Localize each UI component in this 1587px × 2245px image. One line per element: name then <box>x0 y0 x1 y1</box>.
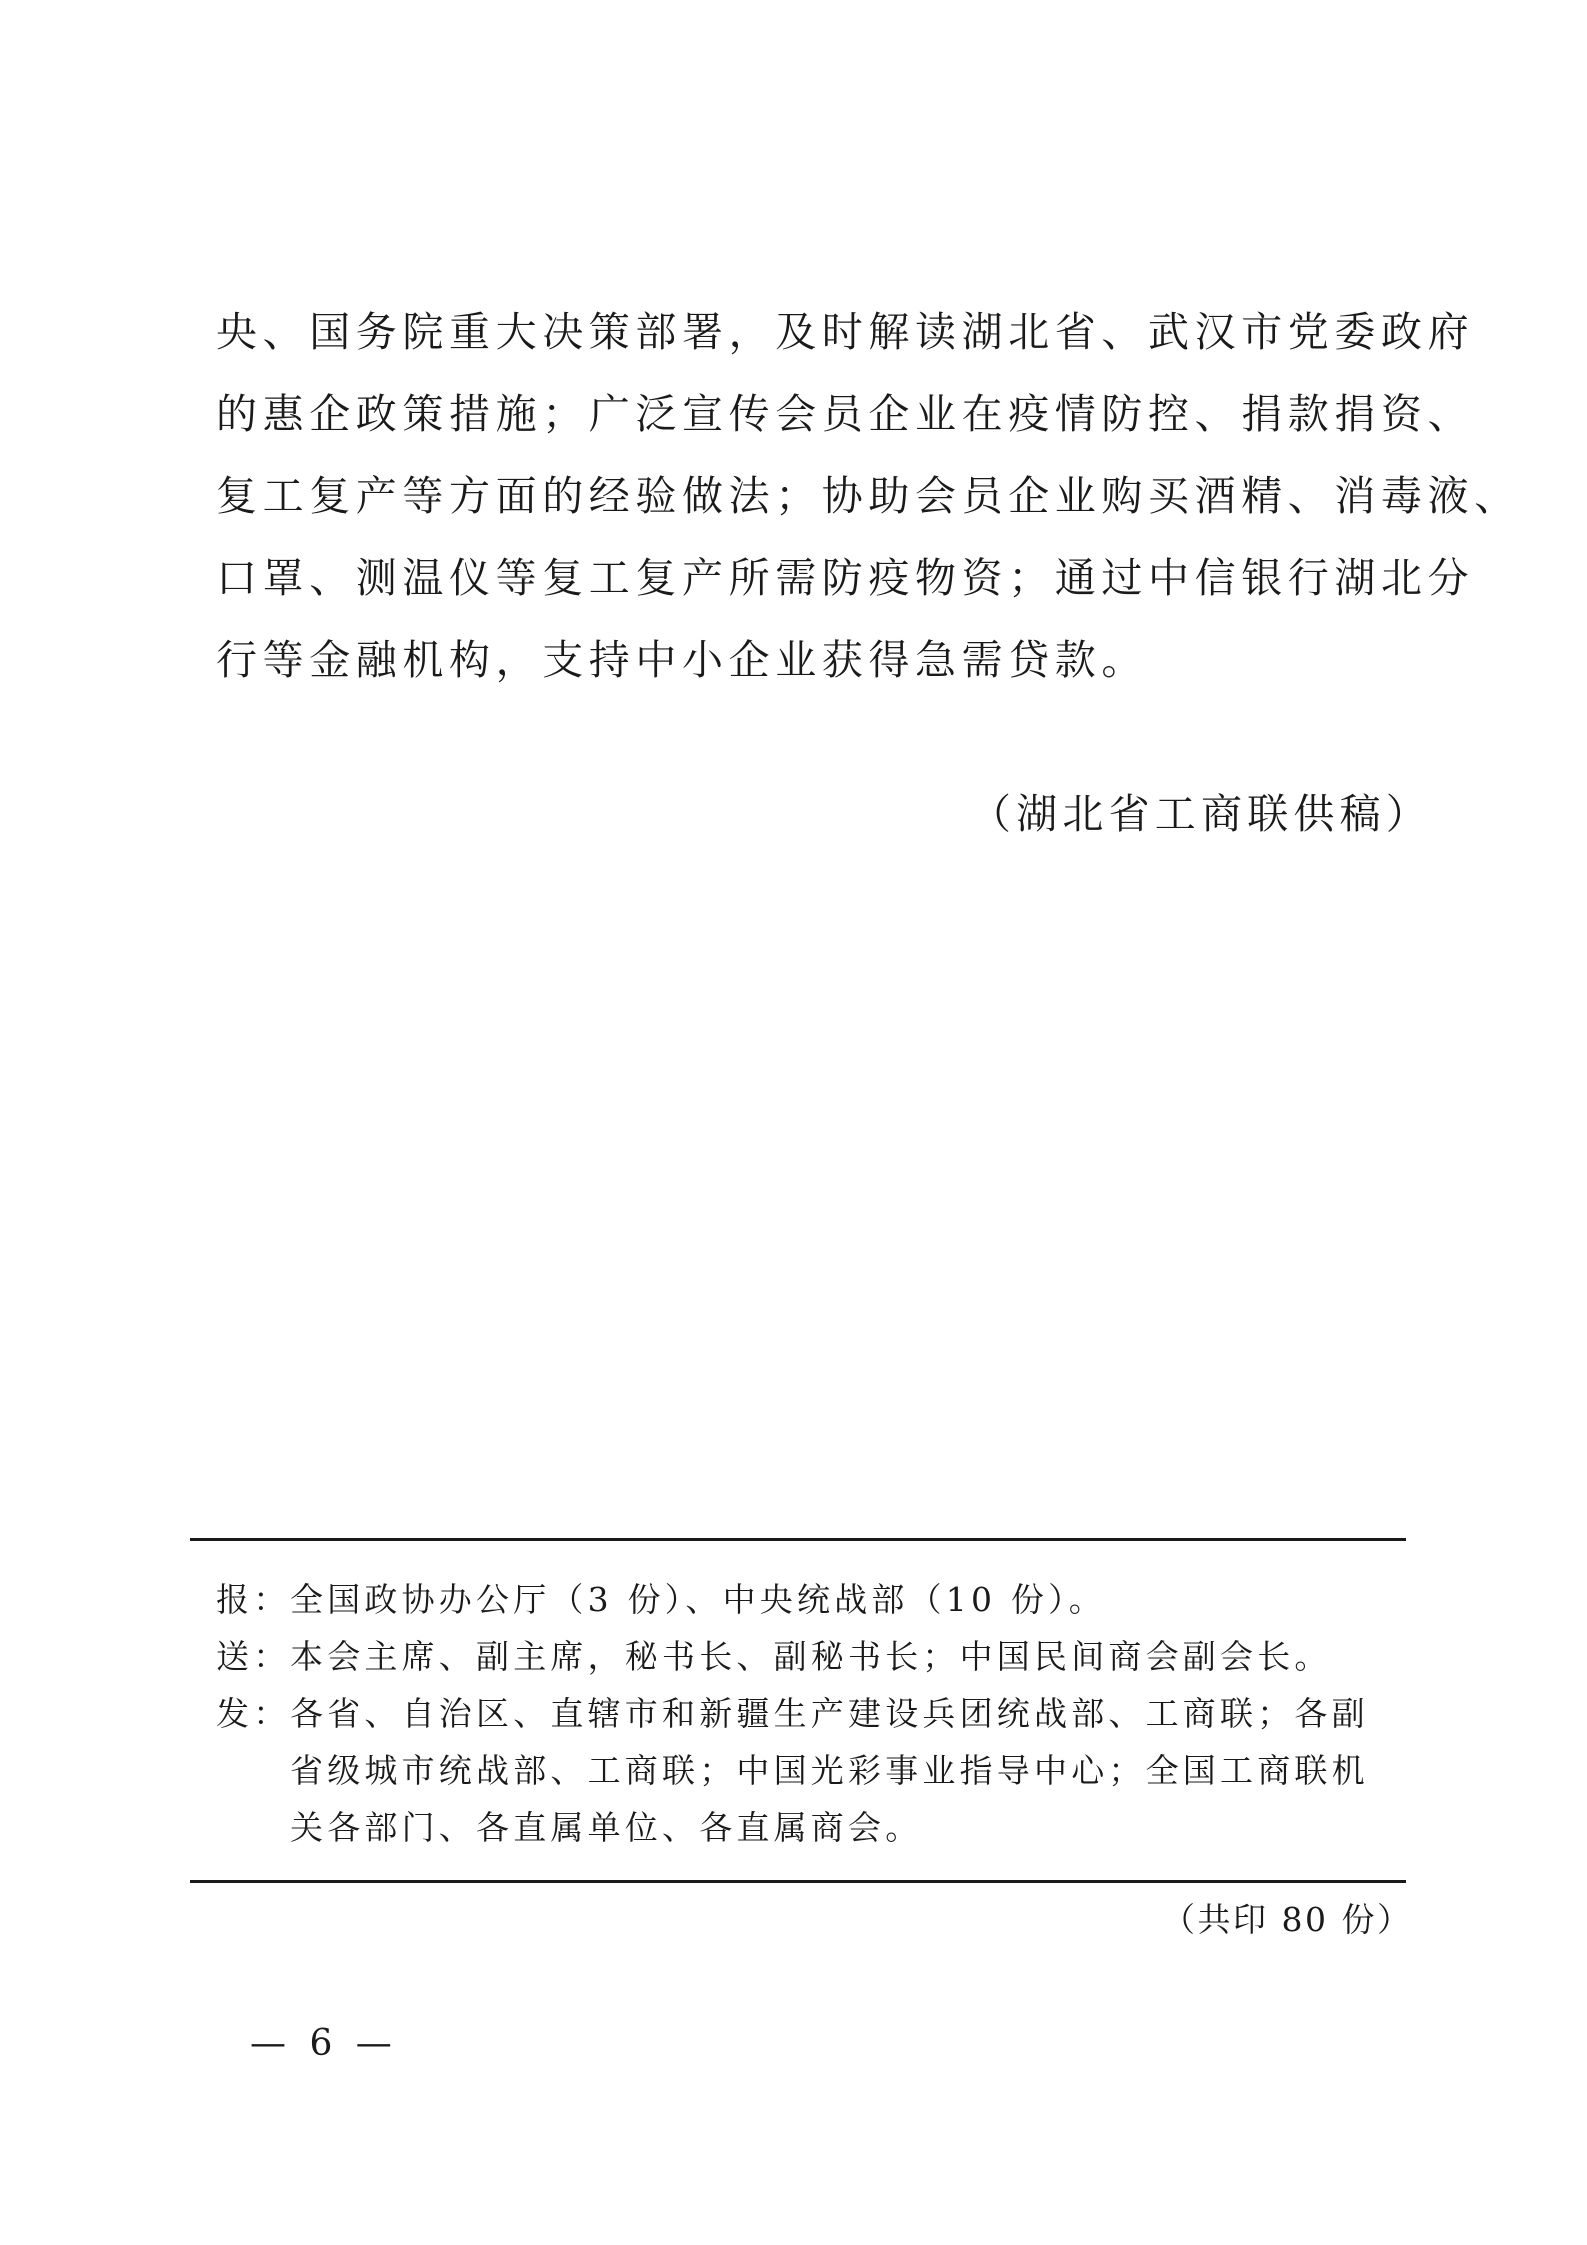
issue-text-line: 省级城市统战部、工商联；中国光彩事业指导中心；全国工商联机 <box>290 1751 1369 1790</box>
send-text: 本会主席、副主席，秘书长、副秘书长；中国民间商会副会长。 <box>290 1637 1332 1676</box>
issue-text-line: 各省、自治区、直辖市和新疆生产建设兵团统战部、工商联；各副 <box>290 1694 1369 1733</box>
body-line: 复工复产等方面的经验做法；协助会员企业购买酒精、消毒液、 <box>216 472 1521 520</box>
body-line: 的惠企政策措施；广泛宣传会员企业在疫情防控、捐款捐资、 <box>216 390 1475 438</box>
send-label: 送： <box>216 1637 291 1676</box>
report-label: 报： <box>216 1580 291 1619</box>
print-copies-note: （共印 80 份） <box>1162 1900 1413 1939</box>
body-line: 口罩、测温仪等复工复产所需防疫物资；通过中信银行湖北分 <box>216 554 1475 602</box>
issue-text-line: 关各部门、各直属单位、各直属商会。 <box>290 1808 923 1847</box>
body-line: 央、国务院重大决策部署，及时解读湖北省、武汉市党委政府 <box>216 308 1475 356</box>
distribution-top-rule <box>190 1538 1406 1541</box>
source-attribution: （湖北省工商联供稿） <box>970 790 1432 838</box>
distribution-bottom-rule <box>190 1880 1406 1883</box>
report-text: 全国政协办公厅（3 份）、中央统战部（10 份）。 <box>290 1580 1106 1619</box>
issue-label: 发： <box>216 1694 291 1733</box>
page-number: — 6 — <box>250 2023 398 2064</box>
body-line: 行等金融机构，支持中小企业获得急需贷款。 <box>216 636 1148 684</box>
